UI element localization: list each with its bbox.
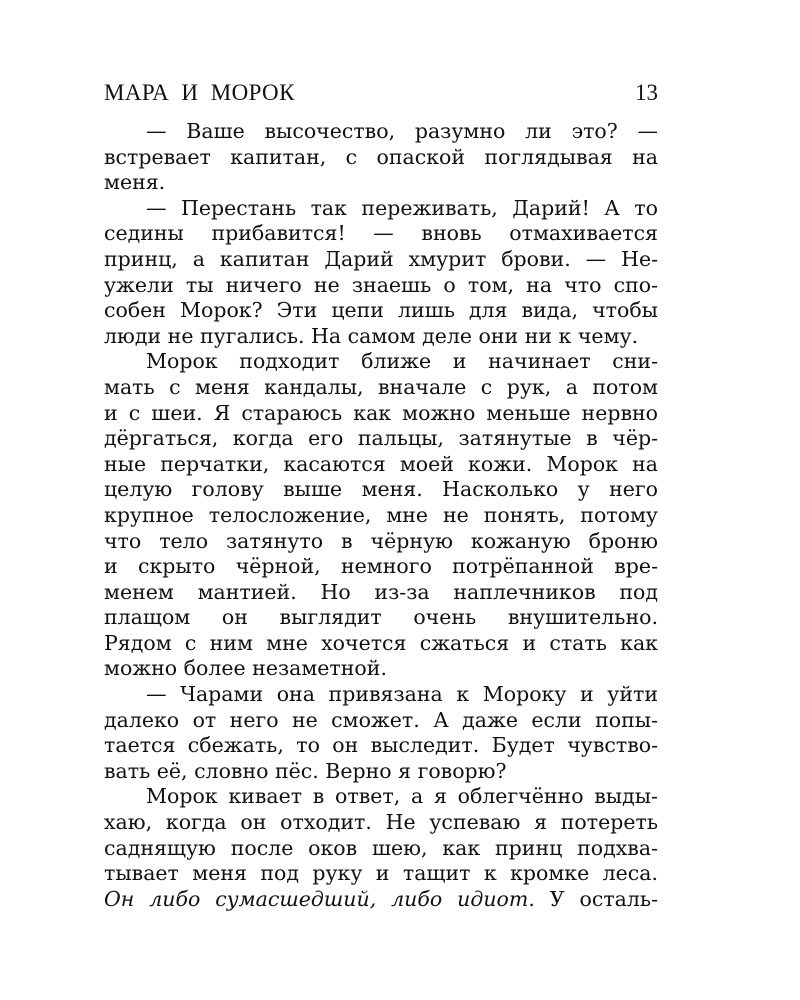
text-line: принц, а капитан Дарий хмурит брови. — Не- [104, 246, 658, 271]
text-line: можно более незаметной. [104, 656, 387, 681]
text-line: дёргаться, когда его пальцы, затянутые в чёр- [104, 426, 658, 451]
text-line: и скрыто чёрной, немного потрёпанной вре- [104, 554, 658, 579]
body-text [104, 119, 658, 912]
text-line [104, 887, 658, 913]
text-line: — Чарами она привязана к Мороку и уйти [146, 682, 658, 707]
text-line: ные перчатки, касаются моей кожи. Морок на [104, 451, 658, 476]
text-line: целую голову выше меня. Насколько у него [104, 477, 658, 502]
text-line: хаю, когда он отходит. Не успеваю я потереть [104, 810, 658, 835]
book-title: МАРА И МОРОК [104, 80, 295, 105]
text-fragment: У осталь- [549, 886, 658, 911]
text-line: седины прибавится! — вновь отмахивается [104, 221, 658, 246]
text-line: и с шеи. Я стараюсь как можно меньше нервно [104, 400, 658, 425]
text-line: — Перестань так переживать, Дарий! А то [146, 195, 658, 220]
text-line: встревает капитан, с опаской поглядывая на [104, 144, 658, 169]
text-line: менем мантией. Но из-за наплечников под [104, 579, 658, 604]
text-line: что тело затянуто в чёрную кожаную броню [104, 528, 658, 553]
text-line: Морок кивает в ответ, а я облегчённо выды- [146, 784, 658, 809]
page-number: 13 [635, 80, 658, 105]
text-line: меня. [104, 170, 166, 195]
text-line: — Ваше высочество, разумно ли это? — [146, 119, 658, 143]
text-line: вать её, словно пёс. Верно я говорю? [104, 758, 507, 783]
text-line: крупное телосложение, мне не понять, потому [104, 502, 658, 527]
text-line: мать с меня кандалы, вначале с рук, а потом [104, 374, 658, 399]
text-line: саднящую после оков шею, как принц подхва- [104, 835, 658, 860]
text-line: Рядом с ним мне хочется сжаться и стать как [104, 630, 658, 655]
text-line: люди не пугались. На самом деле они ни к чему. [104, 323, 639, 348]
text-line: тается сбежать, то он выследит. Будет чувство- [104, 733, 658, 758]
text-line: тывает меня под руку и тащит к кромке леса. [104, 861, 658, 886]
text-line: Морок подходит ближе и начинает сни- [146, 349, 658, 374]
running-header [104, 80, 658, 110]
text-line: собен Морок? Эти цепи лишь для вида, чтобы [104, 298, 658, 323]
text-line: плащом он выглядит очень внушительно. [104, 605, 658, 630]
text-line: далеко от него не сможет. А даже если попы- [104, 707, 658, 732]
italic-thought: Он либо сумасшедший, либо идиот. [104, 886, 535, 911]
text-line: ужели ты ничего не знаешь о том, на что спо- [104, 272, 658, 297]
